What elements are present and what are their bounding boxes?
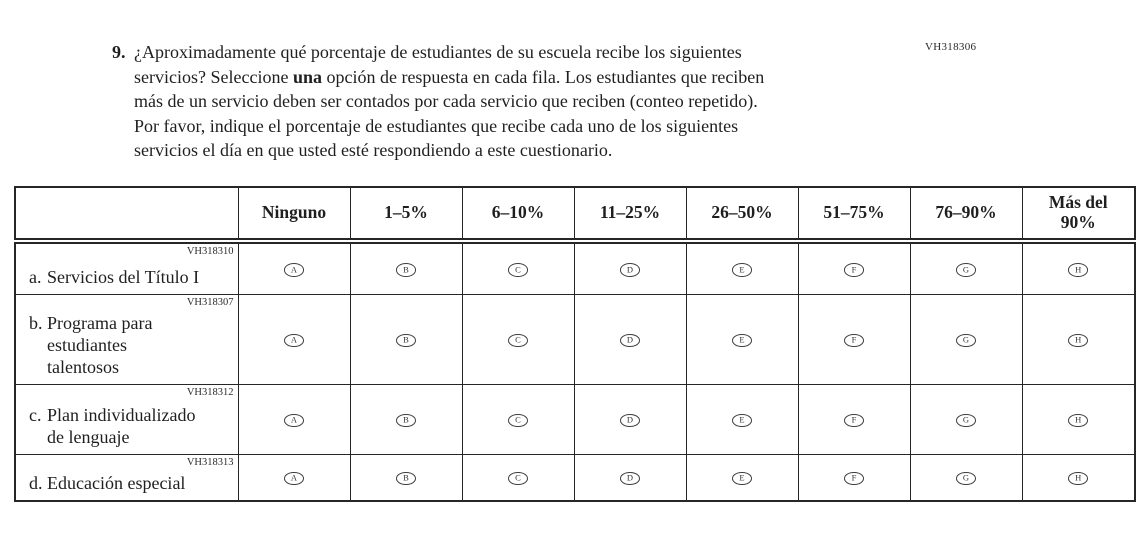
option-cell xyxy=(686,454,798,501)
answer-bubble-b-A[interactable] xyxy=(284,334,304,348)
column-header: 51–75% xyxy=(798,187,910,241)
answer-bubble-c-H[interactable] xyxy=(1068,414,1088,428)
option-cell xyxy=(574,384,686,454)
question-text xyxy=(134,40,904,163)
column-header: Más del 90% xyxy=(1022,187,1135,241)
row-label-text: Programa para estudiantes talentosos xyxy=(47,312,153,377)
option-cell xyxy=(350,294,462,384)
option-cell xyxy=(574,454,686,501)
option-cell xyxy=(910,241,1022,294)
answer-bubble-a-F[interactable] xyxy=(844,263,864,277)
bubble-letter: E xyxy=(739,414,745,425)
question-line: más de un servicio deben ser contados por cada servicio que reciben (conteo repetido). xyxy=(134,91,758,112)
option-cell xyxy=(462,241,574,294)
answer-bubble-c-C[interactable] xyxy=(508,414,528,428)
answer-bubble-d-H[interactable] xyxy=(1068,472,1088,486)
bubble-letter: G xyxy=(962,472,970,483)
answer-bubble-d-C[interactable] xyxy=(508,472,528,486)
column-header: 26–50% xyxy=(686,187,798,241)
bubble-letter: H xyxy=(1075,264,1082,275)
answer-bubble-b-F[interactable] xyxy=(844,334,864,348)
option-cell xyxy=(350,454,462,501)
answer-bubble-c-G[interactable] xyxy=(956,414,976,428)
table-header xyxy=(15,187,1135,241)
option-cell xyxy=(238,294,350,384)
bubble-letter: E xyxy=(739,472,745,483)
bubble-letter: D xyxy=(626,264,634,275)
table-row xyxy=(15,294,1135,384)
row-label-cell xyxy=(15,294,238,384)
question-number: 9. xyxy=(112,42,126,62)
answer-bubble-a-B[interactable] xyxy=(396,263,416,277)
column-header: 1–5% xyxy=(350,187,462,241)
column-header: 6–10% xyxy=(462,187,574,241)
row-variable-code: VH318313 xyxy=(186,456,234,468)
bubble-letter: B xyxy=(403,334,409,345)
bubble-letter: G xyxy=(962,264,970,275)
header-cell-empty xyxy=(15,187,238,241)
table-row xyxy=(15,241,1135,294)
option-cell xyxy=(798,384,910,454)
header-row xyxy=(15,187,1135,241)
answer-bubble-a-C[interactable] xyxy=(508,263,528,277)
question-block xyxy=(112,40,904,163)
row-letter: a. xyxy=(29,266,42,287)
column-header: 11–25% xyxy=(574,187,686,241)
option-cell xyxy=(462,384,574,454)
bubble-letter: E xyxy=(739,264,745,275)
bubble-letter: F xyxy=(851,334,857,345)
bubble-letter: H xyxy=(1075,414,1082,425)
bubble-letter: D xyxy=(626,472,634,483)
services-response-table xyxy=(14,186,1136,502)
option-cell xyxy=(910,294,1022,384)
row-label-cell xyxy=(15,241,238,294)
option-cell xyxy=(686,294,798,384)
option-cell xyxy=(238,454,350,501)
bubble-letter: D xyxy=(626,334,634,345)
bubble-letter: C xyxy=(515,264,521,275)
bubble-letter: B xyxy=(403,414,409,425)
bubble-letter: C xyxy=(515,414,521,425)
answer-bubble-d-F[interactable] xyxy=(844,472,864,486)
bubble-letter: H xyxy=(1075,334,1082,345)
answer-bubble-c-B[interactable] xyxy=(396,414,416,428)
row-letter: b. xyxy=(29,312,43,333)
row-label-text: Plan individualizado de lenguaje xyxy=(47,404,196,447)
question-line: Por favor, indique el porcentaje de estudiantes que recibe cada uno de los siguientes xyxy=(134,115,739,136)
bubble-letter: A xyxy=(290,472,298,483)
answer-bubble-d-D[interactable] xyxy=(620,472,640,486)
option-cell xyxy=(910,454,1022,501)
bubble-letter: B xyxy=(403,264,409,275)
option-cell xyxy=(1022,384,1135,454)
row-label-text: Servicios del Título I xyxy=(47,266,200,287)
bubble-letter: E xyxy=(739,334,745,345)
row-label xyxy=(29,472,232,494)
answer-bubble-c-A[interactable] xyxy=(284,414,304,428)
answer-bubble-b-E[interactable] xyxy=(732,334,752,348)
option-cell xyxy=(238,241,350,294)
option-cell xyxy=(350,384,462,454)
bubble-letter: C xyxy=(515,334,521,345)
option-cell xyxy=(798,294,910,384)
answer-bubble-b-G[interactable] xyxy=(956,334,976,348)
answer-bubble-a-A[interactable] xyxy=(284,263,304,277)
bubble-letter: G xyxy=(962,334,970,345)
answer-bubble-d-E[interactable] xyxy=(732,472,752,486)
bubble-letter: A xyxy=(290,334,298,345)
bubble-letter: F xyxy=(851,414,857,425)
answer-bubble-d-B[interactable] xyxy=(396,472,416,486)
question-line: ¿Aproximadamente qué porcentaje de estudiantes de su escuela recibe los siguientes xyxy=(134,42,742,62)
option-cell xyxy=(238,384,350,454)
row-label xyxy=(29,266,232,288)
option-cell xyxy=(798,454,910,501)
answer-bubble-b-D[interactable] xyxy=(620,334,640,348)
question-line: servicios? Seleccione una opción de respuesta en cada fila. Los estudiantes que reciben xyxy=(134,66,765,87)
bubble-letter: F xyxy=(851,264,857,275)
bubble-letter: B xyxy=(403,472,409,483)
option-cell xyxy=(798,241,910,294)
answer-bubble-d-G[interactable] xyxy=(956,472,976,486)
bubble-letter: G xyxy=(962,414,970,425)
bubble-letter: H xyxy=(1075,472,1082,483)
option-cell xyxy=(1022,241,1135,294)
row-label xyxy=(29,312,232,378)
row-label-text: Educación especial xyxy=(47,473,186,493)
table-row xyxy=(15,384,1135,454)
answer-bubble-c-E[interactable] xyxy=(732,414,752,428)
row-label xyxy=(29,404,232,448)
row-variable-code: VH318310 xyxy=(186,246,234,257)
column-header: 76–90% xyxy=(910,187,1022,241)
option-cell xyxy=(686,384,798,454)
row-label-cell xyxy=(15,384,238,454)
option-cell xyxy=(1022,454,1135,501)
row-variable-code: VH318312 xyxy=(186,386,234,398)
option-cell xyxy=(462,294,574,384)
question-line: servicios el día en que usted esté respondiendo a este cuestionario. xyxy=(134,140,613,161)
bubble-letter: A xyxy=(290,414,298,425)
answer-bubble-a-D[interactable] xyxy=(620,263,640,277)
option-cell xyxy=(574,294,686,384)
option-cell xyxy=(910,384,1022,454)
option-cell xyxy=(350,241,462,294)
answer-bubble-d-A[interactable] xyxy=(284,472,304,486)
bubble-letter: C xyxy=(515,472,521,483)
answer-bubble-a-E[interactable] xyxy=(732,263,752,277)
bubble-letter: D xyxy=(626,414,634,425)
answer-bubble-a-G[interactable] xyxy=(956,263,976,277)
answer-bubble-b-H[interactable] xyxy=(1068,334,1088,348)
row-letter: c. xyxy=(29,404,42,425)
table-body xyxy=(15,241,1135,501)
answer-bubble-a-H[interactable] xyxy=(1068,263,1088,277)
answer-bubble-c-F[interactable] xyxy=(844,414,864,428)
answer-bubble-c-D[interactable] xyxy=(620,414,640,428)
table-row xyxy=(15,454,1135,501)
form-code: VH318306 xyxy=(925,41,977,53)
option-cell xyxy=(686,241,798,294)
option-cell xyxy=(1022,294,1135,384)
answer-bubble-b-C[interactable] xyxy=(508,334,528,348)
row-label-cell xyxy=(15,454,238,501)
option-cell xyxy=(462,454,574,501)
bubble-letter: F xyxy=(851,472,857,483)
bubble-letter: A xyxy=(290,264,298,275)
column-header: Ninguno xyxy=(238,187,350,241)
answer-bubble-b-B[interactable] xyxy=(396,334,416,348)
option-cell xyxy=(574,241,686,294)
row-letter: d. xyxy=(29,473,43,493)
row-variable-code: VH318307 xyxy=(186,296,234,308)
